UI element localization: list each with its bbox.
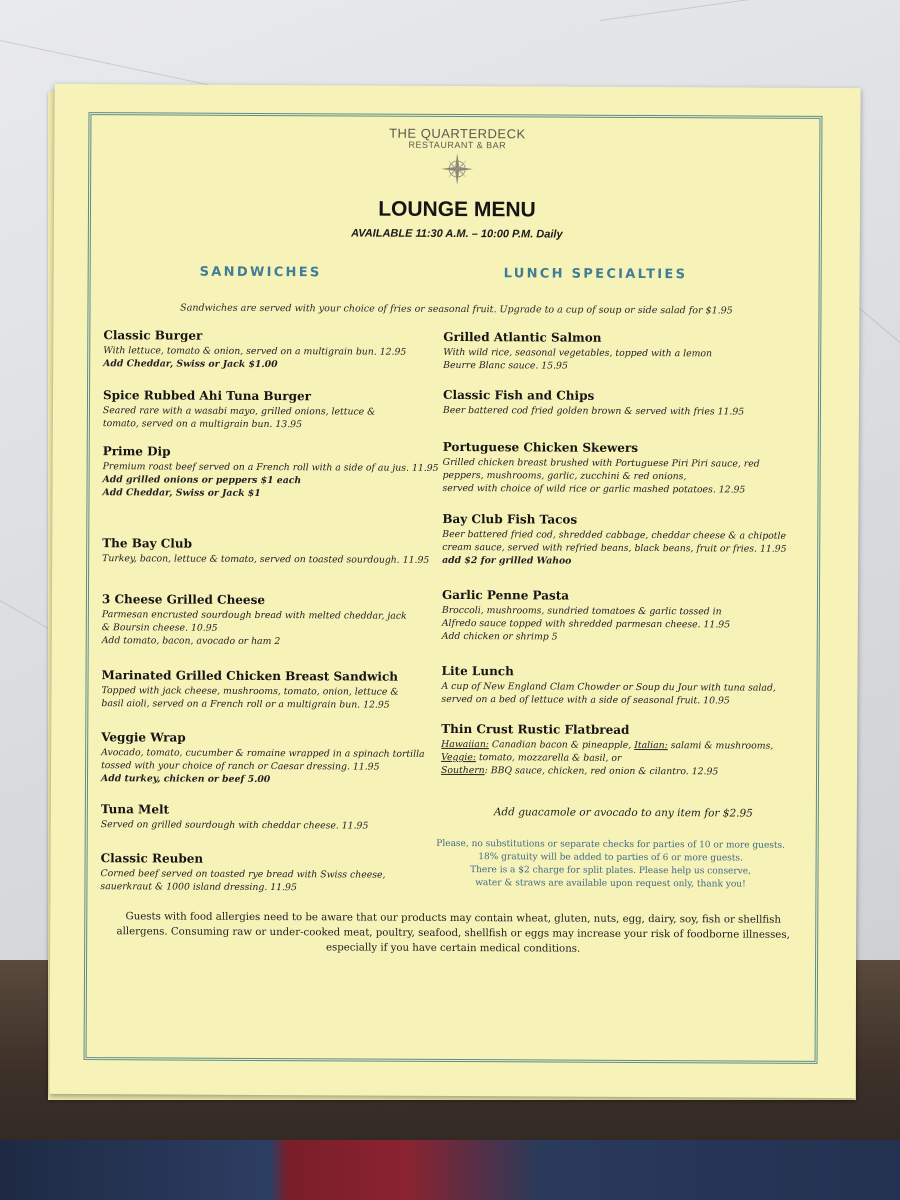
menu-item xyxy=(443,440,803,497)
item-name: Thin Crust Rustic Flatbread xyxy=(441,721,630,737)
section-heading-lunch-specialties: LUNCH SPECIALTIES xyxy=(503,266,688,283)
menu-hours: AVAILABLE 11:30 A.M. – 10:00 P.M. Daily xyxy=(351,227,563,241)
item-addon: add $2 for grilled Wahoo xyxy=(442,554,572,567)
sandwich-intro: Sandwiches are served with your choice of fries or seasonal fruit. Upgrade to a cup of soup or side salad for $1.95 xyxy=(180,302,733,317)
brand-subtitle: RESTAURANT & BAR xyxy=(408,139,507,151)
item-description: Broccoli, mushrooms, sundried tomatoes & garlic tossed in Alfredo sauce topped with shredded parmesan cheese. 11.95 xyxy=(441,604,731,631)
item-description: Avocado, tomato, cucumber & romaine wrapped in a spinach tortilla tossed with your choice of ranch or Caesar dressing. 11.95 xyxy=(101,747,425,773)
marble-vein xyxy=(0,600,52,631)
item-name: Marinated Grilled Chicken Breast Sandwich xyxy=(101,668,399,684)
item-addon: Add chicken or shrimp 5 xyxy=(441,630,558,643)
menu-item xyxy=(103,388,463,432)
menu-item xyxy=(101,668,461,712)
allergy-line: allergens. Consuming raw or under-cooked meat, poultry, seafood, shellfish or eggs may increase your risk of foodborne illnesses, xyxy=(116,926,790,941)
menu-item xyxy=(442,512,802,569)
policy-line: 18% gratuity will be added to parties of 6 or more guests. xyxy=(478,852,743,864)
flatbread-text: tomato, mozzarella & basil, or xyxy=(475,752,622,764)
flatbread-text: : BBQ sauce, chicken, red onion & cilantro. 12.95 xyxy=(484,765,719,778)
menu-item xyxy=(443,330,803,374)
flatbread-label: Southern xyxy=(441,764,485,777)
item-name: The Bay Club xyxy=(102,536,193,551)
item-name: 3 Cheese Grilled Cheese xyxy=(101,592,266,608)
allergy-line: especially if you have certain medical conditions. xyxy=(325,942,581,955)
item-description: Grilled chicken breast brushed with Portuguese Piri Piri sauce, red peppers, mushrooms, garlic, zucchini & red onions, served with choice of wild rice or garlic mashed potatoes. 12.95 xyxy=(442,456,760,496)
item-description: Beer battered fried cod, shredded cabbage, cheddar cheese & a chipotle cream sauce, served with refried beans, black beans, fruit or fries. 11.95 xyxy=(442,528,787,555)
item-name: Prime Dip xyxy=(102,444,171,459)
policy-notes xyxy=(430,838,790,892)
policy-line: water & straws are available upon request only, thank you! xyxy=(475,878,746,890)
item-description: Beer battered cod fried golden brown & served with fries 11.95 xyxy=(442,404,745,418)
menu-item xyxy=(101,730,461,787)
menu-item xyxy=(102,592,462,649)
flatbread-text: Canadian bacon & pineapple, xyxy=(488,739,635,751)
menu-item-flatbread xyxy=(441,722,801,779)
item-addon: Add tomato, bacon, avocado or ham 2 xyxy=(101,635,281,648)
brand-header xyxy=(54,124,860,188)
section-heading-sandwiches: SANDWICHES xyxy=(199,264,322,281)
menu-item xyxy=(102,444,462,501)
item-name: Classic Burger xyxy=(103,328,203,343)
allergy-line: Guests with food allergies need to be aware that our products may contain wheat, gluten, nuts, egg, dairy, soy, fish or shellfish xyxy=(125,911,782,926)
item-description: Served on grilled sourdough with cheddar cheese. 11.95 xyxy=(100,819,369,832)
item-description: A cup of New England Clam Chowder or Soup du Jour with tuna salad, served on a bed of lettuce with a side of seasonal fruit. 10.95 xyxy=(441,680,776,707)
flatbread-label: Veggie: xyxy=(441,751,477,764)
menu-item xyxy=(102,536,462,567)
brand-name: THE QUARTERDECK xyxy=(389,125,526,142)
item-name: Garlic Penne Pasta xyxy=(441,587,570,603)
item-description: With lettuce, tomato & onion, served on a multigrain bun. 12.95 xyxy=(103,345,407,358)
marble-vein xyxy=(600,0,897,21)
flatbread-label: Hawaiian: xyxy=(441,738,489,751)
menu-title: LOUNGE MENU xyxy=(378,197,536,222)
compass-rose-icon xyxy=(440,152,474,186)
item-description: Premium roast beef served on a French roll with a side of au jus. 11.95 xyxy=(102,461,439,474)
menu-item xyxy=(443,388,803,419)
item-description: With wild rice, seasonal vegetables, topped with a lemon Beurre Blanc sauce. 15.95 xyxy=(443,346,713,372)
item-description: Turkey, bacon, lettuce & tomato, served on toasted sourdough. 11.95 xyxy=(102,553,430,566)
item-description: Parmesan encrusted sourdough bread with melted cheddar, jack & Boursin cheese. 10.95 xyxy=(101,609,407,634)
item-addon: Add turkey, chicken or beef 5.00 xyxy=(100,773,271,786)
fabric-strip xyxy=(0,1140,900,1200)
item-description: Topped with jack cheese, mushrooms, tomato, onion, lettuce & basil aioli, served on a French roll or a multigrain bun. 12.95 xyxy=(101,685,399,711)
guacamole-note: Add guacamole or avocado to any item for $2.95 xyxy=(493,806,753,820)
item-name: Spice Rubbed Ahi Tuna Burger xyxy=(102,388,312,404)
menu-item xyxy=(101,802,461,833)
item-name: Tuna Melt xyxy=(100,802,170,817)
item-name: Veggie Wrap xyxy=(101,730,186,745)
item-name: Classic Fish and Chips xyxy=(442,387,595,403)
menu-item xyxy=(103,328,463,372)
policy-line: There is a $2 charge for split plates. Please help us conserve, xyxy=(470,865,751,877)
item-name: Portuguese Chicken Skewers xyxy=(442,439,639,455)
menu-item xyxy=(441,664,801,708)
flatbread-line xyxy=(441,764,801,779)
item-addon: Add grilled onions or peppers $1 each Add Cheddar, Swiss or Jack $1 xyxy=(102,474,302,499)
policy-line: Please, no substitutions or separate checks for parties of 10 or more guests. xyxy=(436,838,786,851)
item-description: Seared rare with a wasabi mayo, grilled onions, lettuce & tomato, served on a multigrain bun. 13.95 xyxy=(102,405,376,431)
item-name: Grilled Atlantic Salmon xyxy=(443,329,602,345)
menu-sheet xyxy=(49,84,860,1098)
flatbread-label: Italian: xyxy=(634,739,668,752)
item-addon: Add Cheddar, Swiss or Jack $1.00 xyxy=(103,358,278,371)
flatbread-text: salami & mushrooms, xyxy=(667,740,774,752)
item-description: Corned beef served on toasted rye bread with Swiss cheese, sauerkraut & 1000 island dressing. 11.95 xyxy=(100,868,386,894)
menu-item xyxy=(100,851,460,895)
item-name: Classic Reuben xyxy=(100,851,204,866)
item-name: Lite Lunch xyxy=(441,663,514,679)
item-name: Bay Club Fish Tacos xyxy=(442,511,578,527)
allergy-disclaimer xyxy=(100,909,806,958)
menu-item xyxy=(442,588,802,645)
